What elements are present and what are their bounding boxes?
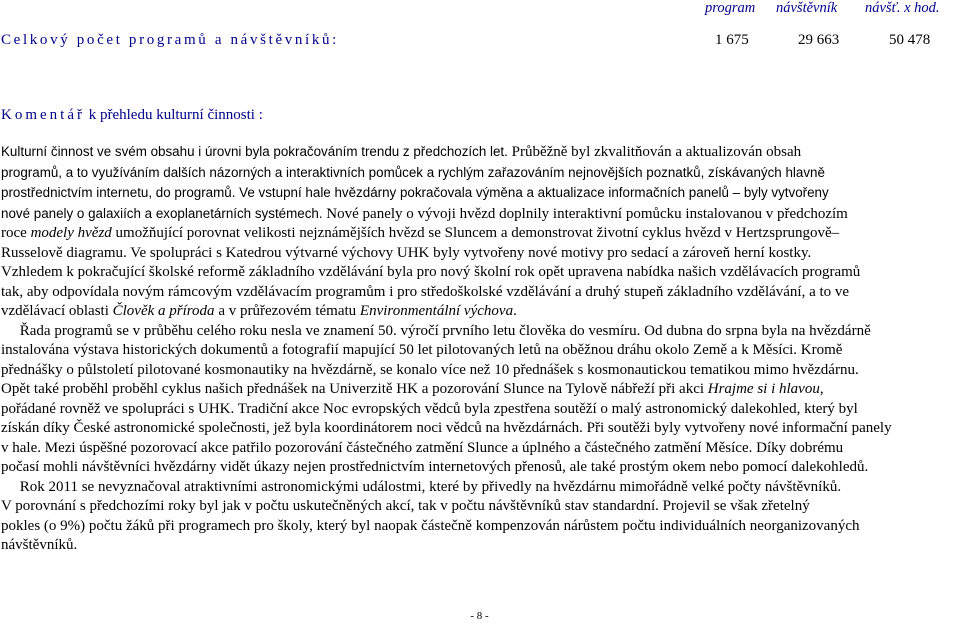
text-run: a v průřezovém tématu xyxy=(214,303,360,319)
paragraph xyxy=(1,322,958,478)
text-line xyxy=(1,419,958,439)
text-line xyxy=(1,322,958,342)
text-line xyxy=(1,204,958,225)
paragraph xyxy=(1,478,958,556)
text-line xyxy=(1,263,958,283)
text-line xyxy=(1,244,958,264)
italic-phrase: Hrajme si i hlavou xyxy=(707,381,820,397)
italic-phrase: modely hvězd xyxy=(30,225,112,241)
text-run: návštěvníků. xyxy=(1,537,78,553)
summary-visits-per-hour-value: 50 478 xyxy=(889,32,931,48)
text-run: počasí mohli návštěvníci hvězdárny vidět úkazy nejen prostřednictvím internetových přenosů, ale také prostým okem nebo pomocí dalekohledů. xyxy=(1,459,869,475)
text-line xyxy=(1,142,958,163)
comment-heading xyxy=(1,107,263,124)
text-line xyxy=(1,163,958,184)
text-run: Rok 2011 se nevyznačoval atraktivními astronomickými událostmi, které by přivedly na hvězdárnu mimořádně velké počty návštěvníků. xyxy=(1,478,842,495)
text-line xyxy=(1,497,958,517)
text-line xyxy=(1,439,958,459)
text-run: přednášky o půlstoletí pilotované kosmonautiky na hvězdárně, se konalo více než 10 přednášek s kosmonautickou tematikou mimo hvězdárnu. xyxy=(1,361,859,378)
summary-label: Celkový počet programů a návštěvníků: xyxy=(1,32,339,48)
text-run: pořádané rovněž ve spolupráci s UHK. Tradiční akce Noc evropských vědců byla zpestřena soutěží o malý astronomický dalekohled, který byl xyxy=(1,400,858,417)
comment-heading-subject: k přehledu kulturní činnosti : xyxy=(84,107,263,123)
text-run: vzdělávací oblasti xyxy=(1,303,113,319)
text-run: roce xyxy=(1,225,31,241)
text-run: pokles (o 9%) počtu žáků při programech pro školy, který byl naopak částečně kompenzován nárůstem počtu individuálních neorganizovaných xyxy=(1,517,860,534)
comment-heading-label: Komentář xyxy=(1,107,85,123)
text-run: Kulturní činnost ve svém obsahu i úrovni byla pokračováním trendu z předchozích let. xyxy=(1,144,512,159)
summary-visitors-value: 29 663 xyxy=(798,32,840,48)
text-run: umožňující porovnat velikosti nejznámějších hvězd se Sluncem a demonstrovat životní cyklus hvězd v Hertzsprungově– xyxy=(111,225,840,241)
text-line xyxy=(1,517,958,537)
text-run: Opět také proběhl proběhl cyklus našich přednášek na Univerzitě HK a pozorování Slunce na Tylově nábřeží při akci xyxy=(1,381,708,397)
text-line xyxy=(1,341,958,361)
text-run: Řada programů se v průběhu celého roku nesla ve znamení 50. výročí prvního letu člověka do vesmíru. Od dubna do srpna byla na hvězdárně xyxy=(1,322,871,339)
text-run: Russelově diagramu. Ve spolupráci s Katedrou výtvarné výchovy UHK byly vytvořeny nové motivy pro sedací a zároveň herní kostky. xyxy=(1,244,812,261)
column-header-program: program xyxy=(705,0,756,16)
text-run: prostřednictvím internetu, do programů. xyxy=(1,185,240,200)
text-run: Vzhledem k pokračující školské reformě základního vzdělávání byla pro nový školní rok opět upravena nabídka našich vzdělávacích programů xyxy=(1,264,861,280)
text-line xyxy=(1,283,958,303)
text-run: získán díky České astronomické společnosti, jež byla koordinátorem noci vědců na hvězdárnách. Při soutěži byly vytvořeny nové informační panely xyxy=(1,420,892,436)
text-line xyxy=(1,380,958,400)
summary-row xyxy=(1,32,956,50)
text-line xyxy=(1,478,958,498)
paragraph xyxy=(1,142,958,322)
summary-programs-value: 1 675 xyxy=(715,32,749,48)
text-line xyxy=(1,536,958,556)
text-line xyxy=(1,400,958,420)
text-line xyxy=(1,361,958,381)
text-run: tak, aby odpovídala novým rámcovým vzdělávacím programům i pro středoškolské vzdělávání a druhý stupeň základního vzdělávání, a to ve xyxy=(1,283,850,300)
text-run: Nové panely o vývoji hvězd doplnily interaktivní pomůcku instalovanou v předchozím xyxy=(326,205,848,222)
text-line xyxy=(1,458,958,478)
column-headers xyxy=(0,0,948,16)
page-number: - 8 - xyxy=(470,610,489,622)
text-run: programů, a to využíváním dalších názorných a interaktivních pomůcek a rychlým zařazováním nejnovějších poznatků, získávaných hlavně xyxy=(1,164,825,180)
report-body-text xyxy=(1,142,958,556)
text-run: Ve vstupní hale hvězdárny pokračovala výměna a aktualizace informačních panelů – byly vytvořeny xyxy=(239,185,829,200)
text-line xyxy=(1,183,958,204)
italic-phrase: Environmentální výchova xyxy=(359,303,514,319)
text-run: instalována výstava historických dokumentů a fotografií mapující 50 let pilotovaných letů na oběžnou dráhu okolo Země a k Měsíci. Kromě xyxy=(1,342,843,358)
text-run: Průběžně byl zkvalitňován a aktualizován obsah xyxy=(511,144,802,160)
text-run: . xyxy=(513,303,517,319)
text-run: nové panely o galaxiích a exoplanetárních systémech. xyxy=(1,205,327,221)
text-run: V porovnání s předchozími roky byl jak v počtu uskutečněných akcí, tak v počtu návštěvníků stav standardní. Projevil se však zřetelný xyxy=(1,498,810,514)
column-header-visits-per-hour: návšť. x hod. xyxy=(865,0,940,16)
column-header-visitor: návštěvník xyxy=(776,0,838,16)
text-line xyxy=(1,302,958,322)
text-run: , xyxy=(819,381,824,397)
italic-phrase: Člověk a příroda xyxy=(112,303,215,319)
text-line xyxy=(1,224,958,244)
text-run: v hale. Mezi úspěšné pozorovací akce patřilo pozorování částečného zatmění Slunce a úplného a částečného zatmění Měsíce. Díky dobrému xyxy=(1,439,844,456)
